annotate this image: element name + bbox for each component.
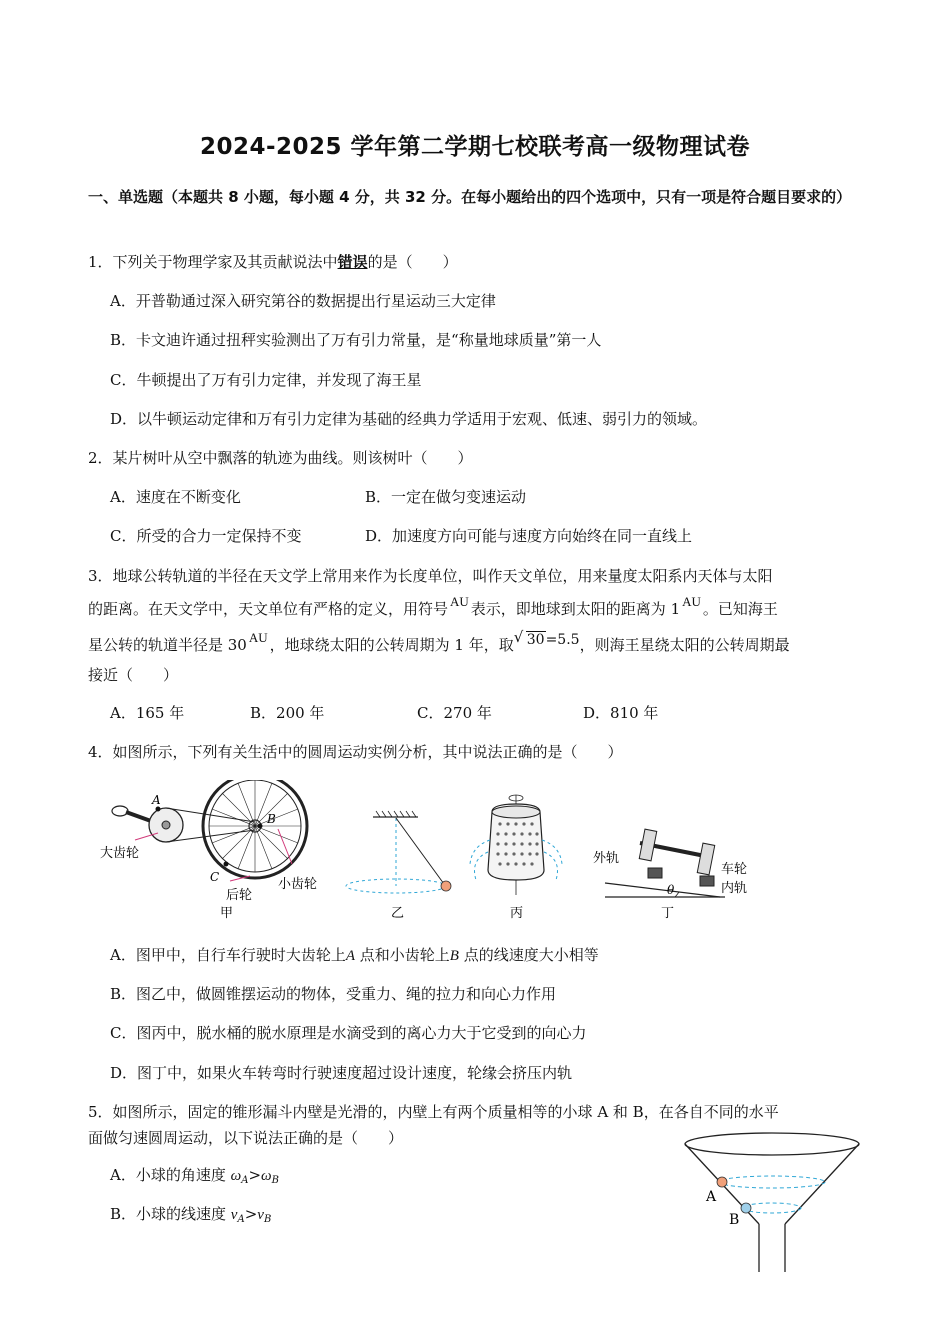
q3-line-2: [88, 589, 868, 622]
ball-b: [741, 1203, 751, 1213]
funnel-label-b: B: [729, 1212, 740, 1228]
caption-yi: 乙: [391, 906, 405, 921]
funnel-label-a: A: [706, 1189, 717, 1205]
q3-text: 表示，即地球到太阳的距离为 1: [470, 600, 681, 618]
q2-option-b: B．一定在做匀变速运动: [365, 488, 527, 506]
q1-emphasis: 错误: [337, 253, 368, 271]
q3-option-b: B．200 年: [250, 704, 325, 722]
q4-option-d: D．图丁中，如果火车转弯时行驶速度超过设计速度，轮缘会挤压内轨: [110, 1064, 573, 1082]
q3-text: 的距离。在天文学中，天文单位有严格的定义，用符号: [88, 600, 449, 618]
gt-sign: >: [244, 1205, 258, 1223]
q3-line-4: 接近（ ）: [88, 666, 179, 684]
q4-option-b: B．图乙中，做圆锥摆运动的物体，受重力、绳的拉力和向心力作用: [110, 985, 557, 1003]
q5-a-text: A．小球的角速度: [110, 1166, 231, 1184]
section-heading: 一、单选题（本题共 8 小题，每小题 4 分，共 32 分。在每小题给出的四个选项中，只有一项是符合题目要求的）: [88, 188, 852, 206]
q3-option-c: C．270 年: [417, 704, 492, 722]
q3-text: 。已知海王: [702, 600, 778, 618]
subscript: A: [237, 1214, 245, 1225]
conical-pendulum-figure: [346, 811, 451, 893]
caption-jia: 甲: [220, 906, 234, 921]
label-wheel: 车轮: [721, 862, 748, 877]
label-theta: θ: [667, 883, 675, 897]
fig-label-a: A: [152, 793, 161, 807]
exam-title: 2024-2025 学年第二学期七校联考高一级物理试卷: [199, 134, 751, 160]
subscript: B: [263, 1214, 272, 1225]
omega-symbol: ω: [230, 1168, 242, 1184]
q2-option-a: A．速度在不断变化: [110, 488, 241, 506]
q4-stem: 4．如图所示，下列有关生活中的圆周运动实例分析，其中说法正确的是（ ）: [88, 743, 623, 761]
q3-line-3: [88, 625, 868, 658]
q1-option-d: D．以牛顿运动定律和万有引力定律为基础的经典力学适用于宏观、低速、弱引力的领域。: [110, 410, 708, 428]
q1-option-b: B．卡文迪许通过扭秤实验测出了万有引力常量，是“称量地球质量”第一人: [110, 331, 602, 349]
q4-a-text: A．图甲中，自行车行驶时大齿轮上: [110, 946, 346, 964]
point-c: [224, 862, 229, 867]
q4-option-c: C．图丙中，脱水桶的脱水原理是水滴受到的离心力大于它受到的向心力: [110, 1024, 587, 1042]
velocity-symbol: v: [257, 1207, 264, 1223]
sqrt-30: √ 30=5.5: [513, 628, 580, 648]
bicycle-figure: [112, 780, 307, 881]
funnel-figure: [680, 1124, 870, 1274]
caption-bing: 丙: [510, 906, 524, 921]
label-small-gear: 小齿轮: [278, 877, 318, 892]
subscript: A: [241, 1175, 249, 1186]
q1-stem: [88, 249, 868, 275]
label-rear-wheel: 后轮: [226, 888, 253, 903]
q4-a-symbol: B: [449, 948, 459, 964]
q4-a-text: 点和小齿轮上: [355, 946, 450, 964]
spin-dryer-figure: [470, 795, 562, 895]
q5-b-text: B．小球的线速度: [110, 1205, 231, 1223]
point-b: [258, 824, 263, 829]
banked-track-figure: [605, 829, 725, 897]
sqrt-value: =5.5: [545, 632, 580, 648]
fig-label-b: B: [267, 812, 276, 826]
q3-text: ，则海王星绕太阳的公转周期最: [579, 636, 790, 654]
au-symbol: AU: [248, 630, 268, 645]
q4-a-text: 点的线速度大小相等: [458, 946, 599, 964]
velocity-symbol: v: [230, 1207, 238, 1223]
q5-line-2: 面做匀速圆周运动，以下说法正确的是（ ）: [88, 1129, 404, 1147]
sqrt-radicand: 30: [526, 632, 545, 648]
gt-sign: >: [248, 1166, 262, 1184]
q4-figure: [100, 780, 760, 930]
point-a: [156, 807, 161, 812]
q3-text: ，地球绕太阳的公转周期为 1 年，取: [269, 636, 514, 654]
subscript: B: [271, 1175, 279, 1186]
q1-option-a: A．开普勒通过深入研究第谷的数据提出行星运动三大定律: [110, 292, 496, 310]
au-symbol: AU: [682, 594, 701, 609]
q2-stem: 2．某片树叶从空中飘落的轨迹为曲线。则该树叶（ ）: [88, 449, 473, 467]
q1-option-c: C．牛顿提出了万有引力定律，并发现了海王星: [110, 371, 422, 389]
q1-stem-post: 的是（ ）: [367, 253, 458, 271]
q2-option-c: C．所受的合力一定保持不变: [110, 527, 302, 545]
q1-stem-pre: 1．下列关于物理学家及其贡献说法中: [88, 253, 338, 271]
au-symbol: AU: [450, 594, 469, 609]
fig-label-c: C: [210, 870, 220, 884]
q5-option-b: [110, 1201, 271, 1233]
q3-option-a: A．165 年: [110, 704, 185, 722]
label-outer-rail: 外轨: [593, 851, 620, 866]
q3-option-d: D．810 年: [583, 704, 659, 722]
caption-ding: 丁: [661, 906, 675, 921]
label-inner-rail: 内轨: [721, 881, 748, 896]
q4-option-a: [110, 942, 599, 969]
q5-line-1: 5．如图所示，固定的锥形漏斗内壁是光滑的，内壁上有两个质量相等的小球 A 和 B，在各自不同的水平: [88, 1103, 779, 1121]
ball-a: [717, 1177, 727, 1187]
label-big-gear: 大齿轮: [100, 846, 140, 861]
omega-symbol: ω: [261, 1168, 272, 1184]
q4-a-symbol: A: [345, 948, 356, 964]
q2-option-d: D．加速度方向可能与速度方向始终在同一直线上: [365, 527, 693, 545]
q5-option-a: [110, 1162, 279, 1194]
q3-line-1: 3．地球公转轨道的半径在天文学上常用来作为长度单位，叫作天文单位，用来量度太阳系内天体与太阳: [88, 567, 773, 585]
q3-text: 星公转的轨道半径是 30: [88, 636, 247, 654]
